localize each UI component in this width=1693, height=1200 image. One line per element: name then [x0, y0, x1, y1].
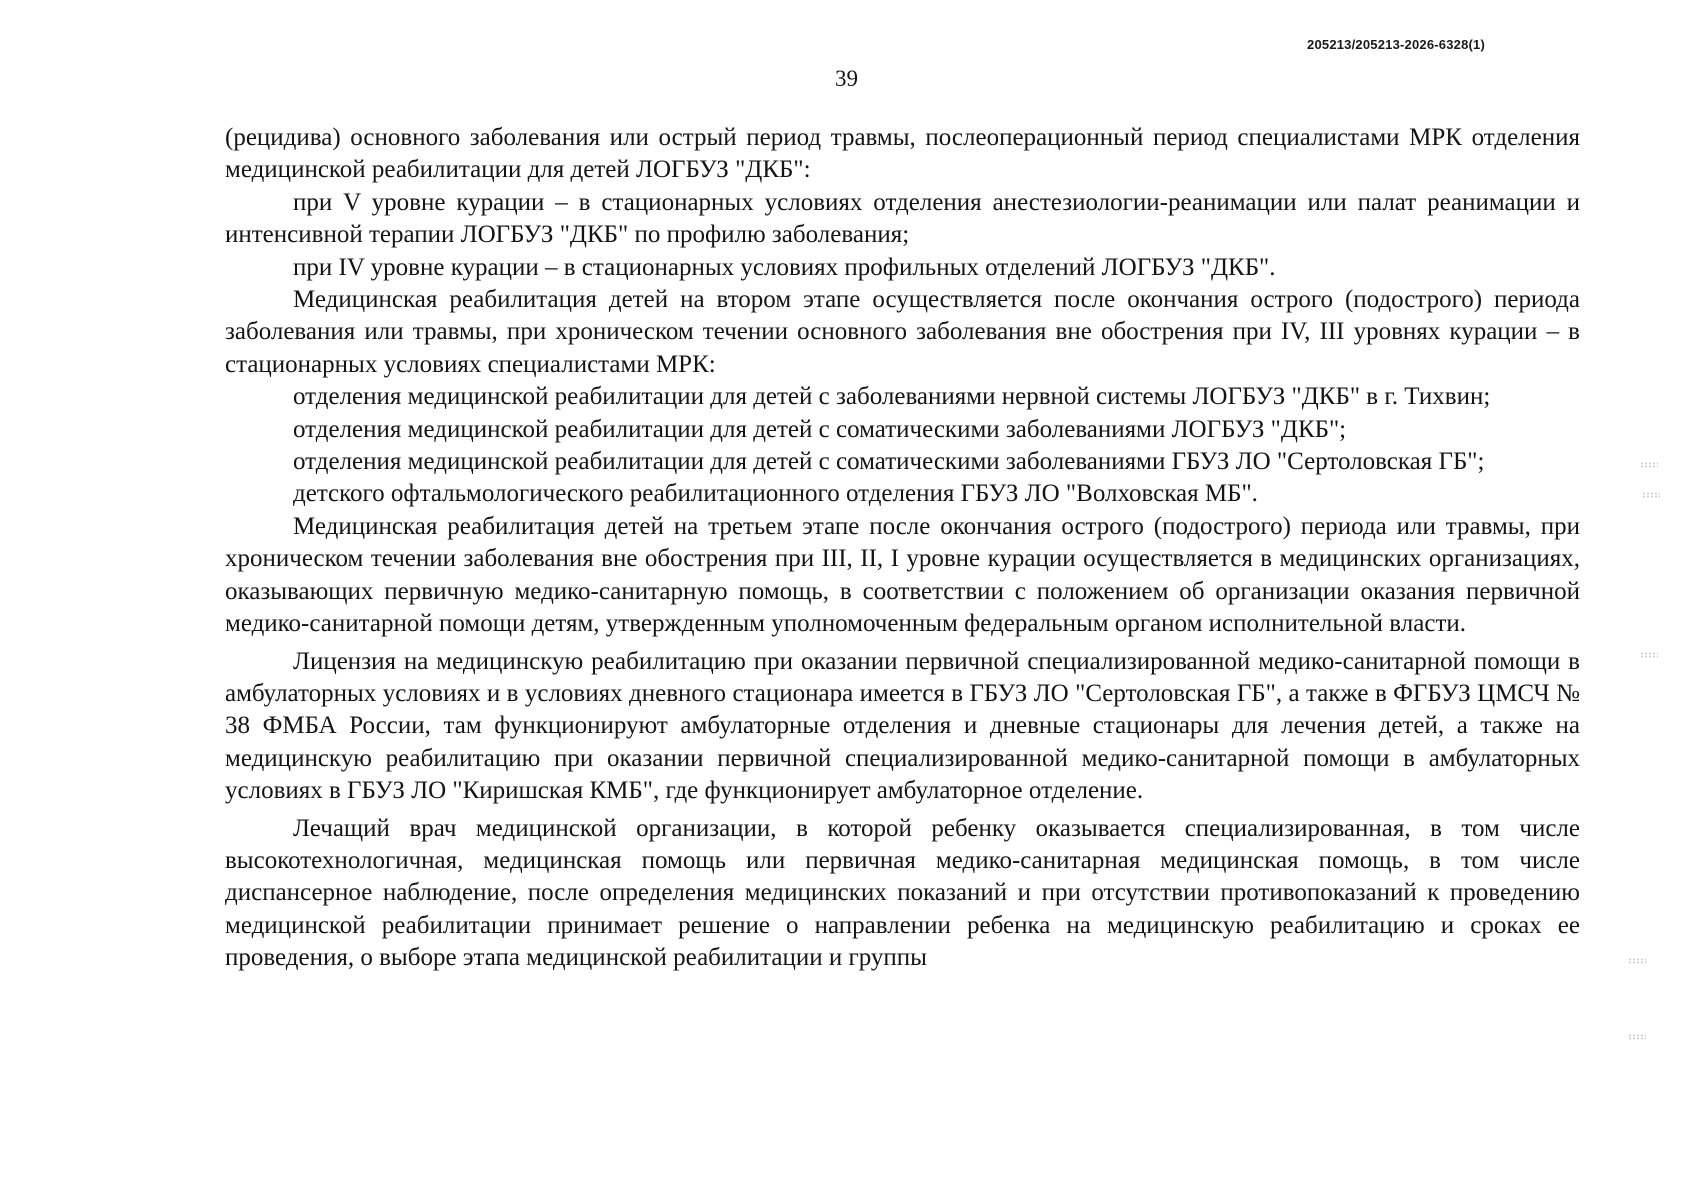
paragraph-second-stage: Медицинская реабилитация детей на втором этапе осуществляется после окончания острого (подострого) периода заболевания или травмы, при хроническом течении основного заболевания вне обострения при IV, III уровнях курации – в стационарных условиях специалистами МРК: — [225, 286, 1580, 378]
scan-noise — [1628, 1034, 1646, 1040]
list-item-ophthalmology: детского офтальмологического реабилитационного отделения ГБУЗ ЛО "Волховская МБ". — [293, 480, 1258, 508]
document-body — [225, 122, 1580, 975]
list-item-somatic-sertolovo: отделения медицинской реабилитации для детей с соматическими заболеваниями ГБУЗ ЛО "Сертоловская ГБ"; — [293, 448, 1485, 476]
list-item-somatic-dkb: отделения медицинской реабилитации для детей с соматическими заболеваниями ЛОГБУЗ "ДКБ"; — [293, 415, 1347, 443]
page-number: 39 — [835, 66, 858, 91]
scan-noise — [1640, 462, 1658, 468]
paragraph-continuation: (рецидива) основного заболевания или острый период травмы, послеоперационный период специалистами МРК отделения медицинской реабилитации для детей ЛОГБУЗ "ДКБ": — [225, 124, 1580, 184]
paragraph-level-iv: при IV уровне курации – в стационарных условиях профильных отделений ЛОГБУЗ "ДКБ". — [293, 253, 1276, 281]
paragraph-attending-physician: Лечащий врач медицинской организации, в которой ребенку оказывается специализированная, в том числе высокотехнологичная, медицинская помощь или первичная медико-санитарная медицинская помощь, в том числе диспансерное наблюдение, после определения медицинских показаний и при отсутствии противопоказаний к проведению медицинской реабилитации принимает решение о направлении ребенка на медицинскую реабилитацию и сроках ее проведения, о выборе этапа медицинской реабилитации и группы — [225, 814, 1580, 972]
scan-noise — [1642, 492, 1660, 498]
paragraph-level-v: при V уровне курации – в стационарных условиях отделения анестезиологии-реанимации или палат реанимации и интенсивной терапии ЛОГБУЗ "ДКБ" по профилю заболевания; — [225, 188, 1580, 249]
list-item-nervous-system: отделения медицинской реабилитации для детей с заболеваниями нервной системы ЛОГБУЗ "ДКБ" в г. Тихвин; — [293, 383, 1491, 411]
document-id: 205213/205213-2026-6328(1) — [1307, 37, 1485, 52]
scan-noise — [1640, 652, 1658, 658]
paragraph-third-stage: Медицинская реабилитация детей на третьем этапе после окончания острого (подострого) периода или травмы, при хроническом течении заболевания вне обострения при III, II, I уровне курации осуществляется в медицинских организациях, оказывающих первичную медико-санитарную помощь, в соответствии с положением об организации оказания первичной медико-санитарной помощи детям, утвержденным уполномоченным федеральным органом исполнительной власти. — [225, 512, 1580, 638]
scan-noise — [1628, 958, 1646, 964]
paragraph-license: Лицензия на медицинскую реабилитацию при оказании первичной специализированной медико-санитарной помощи в амбулаторных условиях и в условиях дневного стационара имеется в ГБУЗ ЛО "Сертоловская ГБ", а также в ФГБУЗ ЦМСЧ № 38 ФМБА России, там функционируют амбулаторные отделения и дневные стационары для лечения детей, а также на медицинскую реабилитацию при оказании первичной специализированной медико-санитарной помощи в амбулаторных условиях в ГБУЗ ЛО "Киришская КМБ", где функционирует амбулаторное отделение. — [225, 647, 1580, 805]
